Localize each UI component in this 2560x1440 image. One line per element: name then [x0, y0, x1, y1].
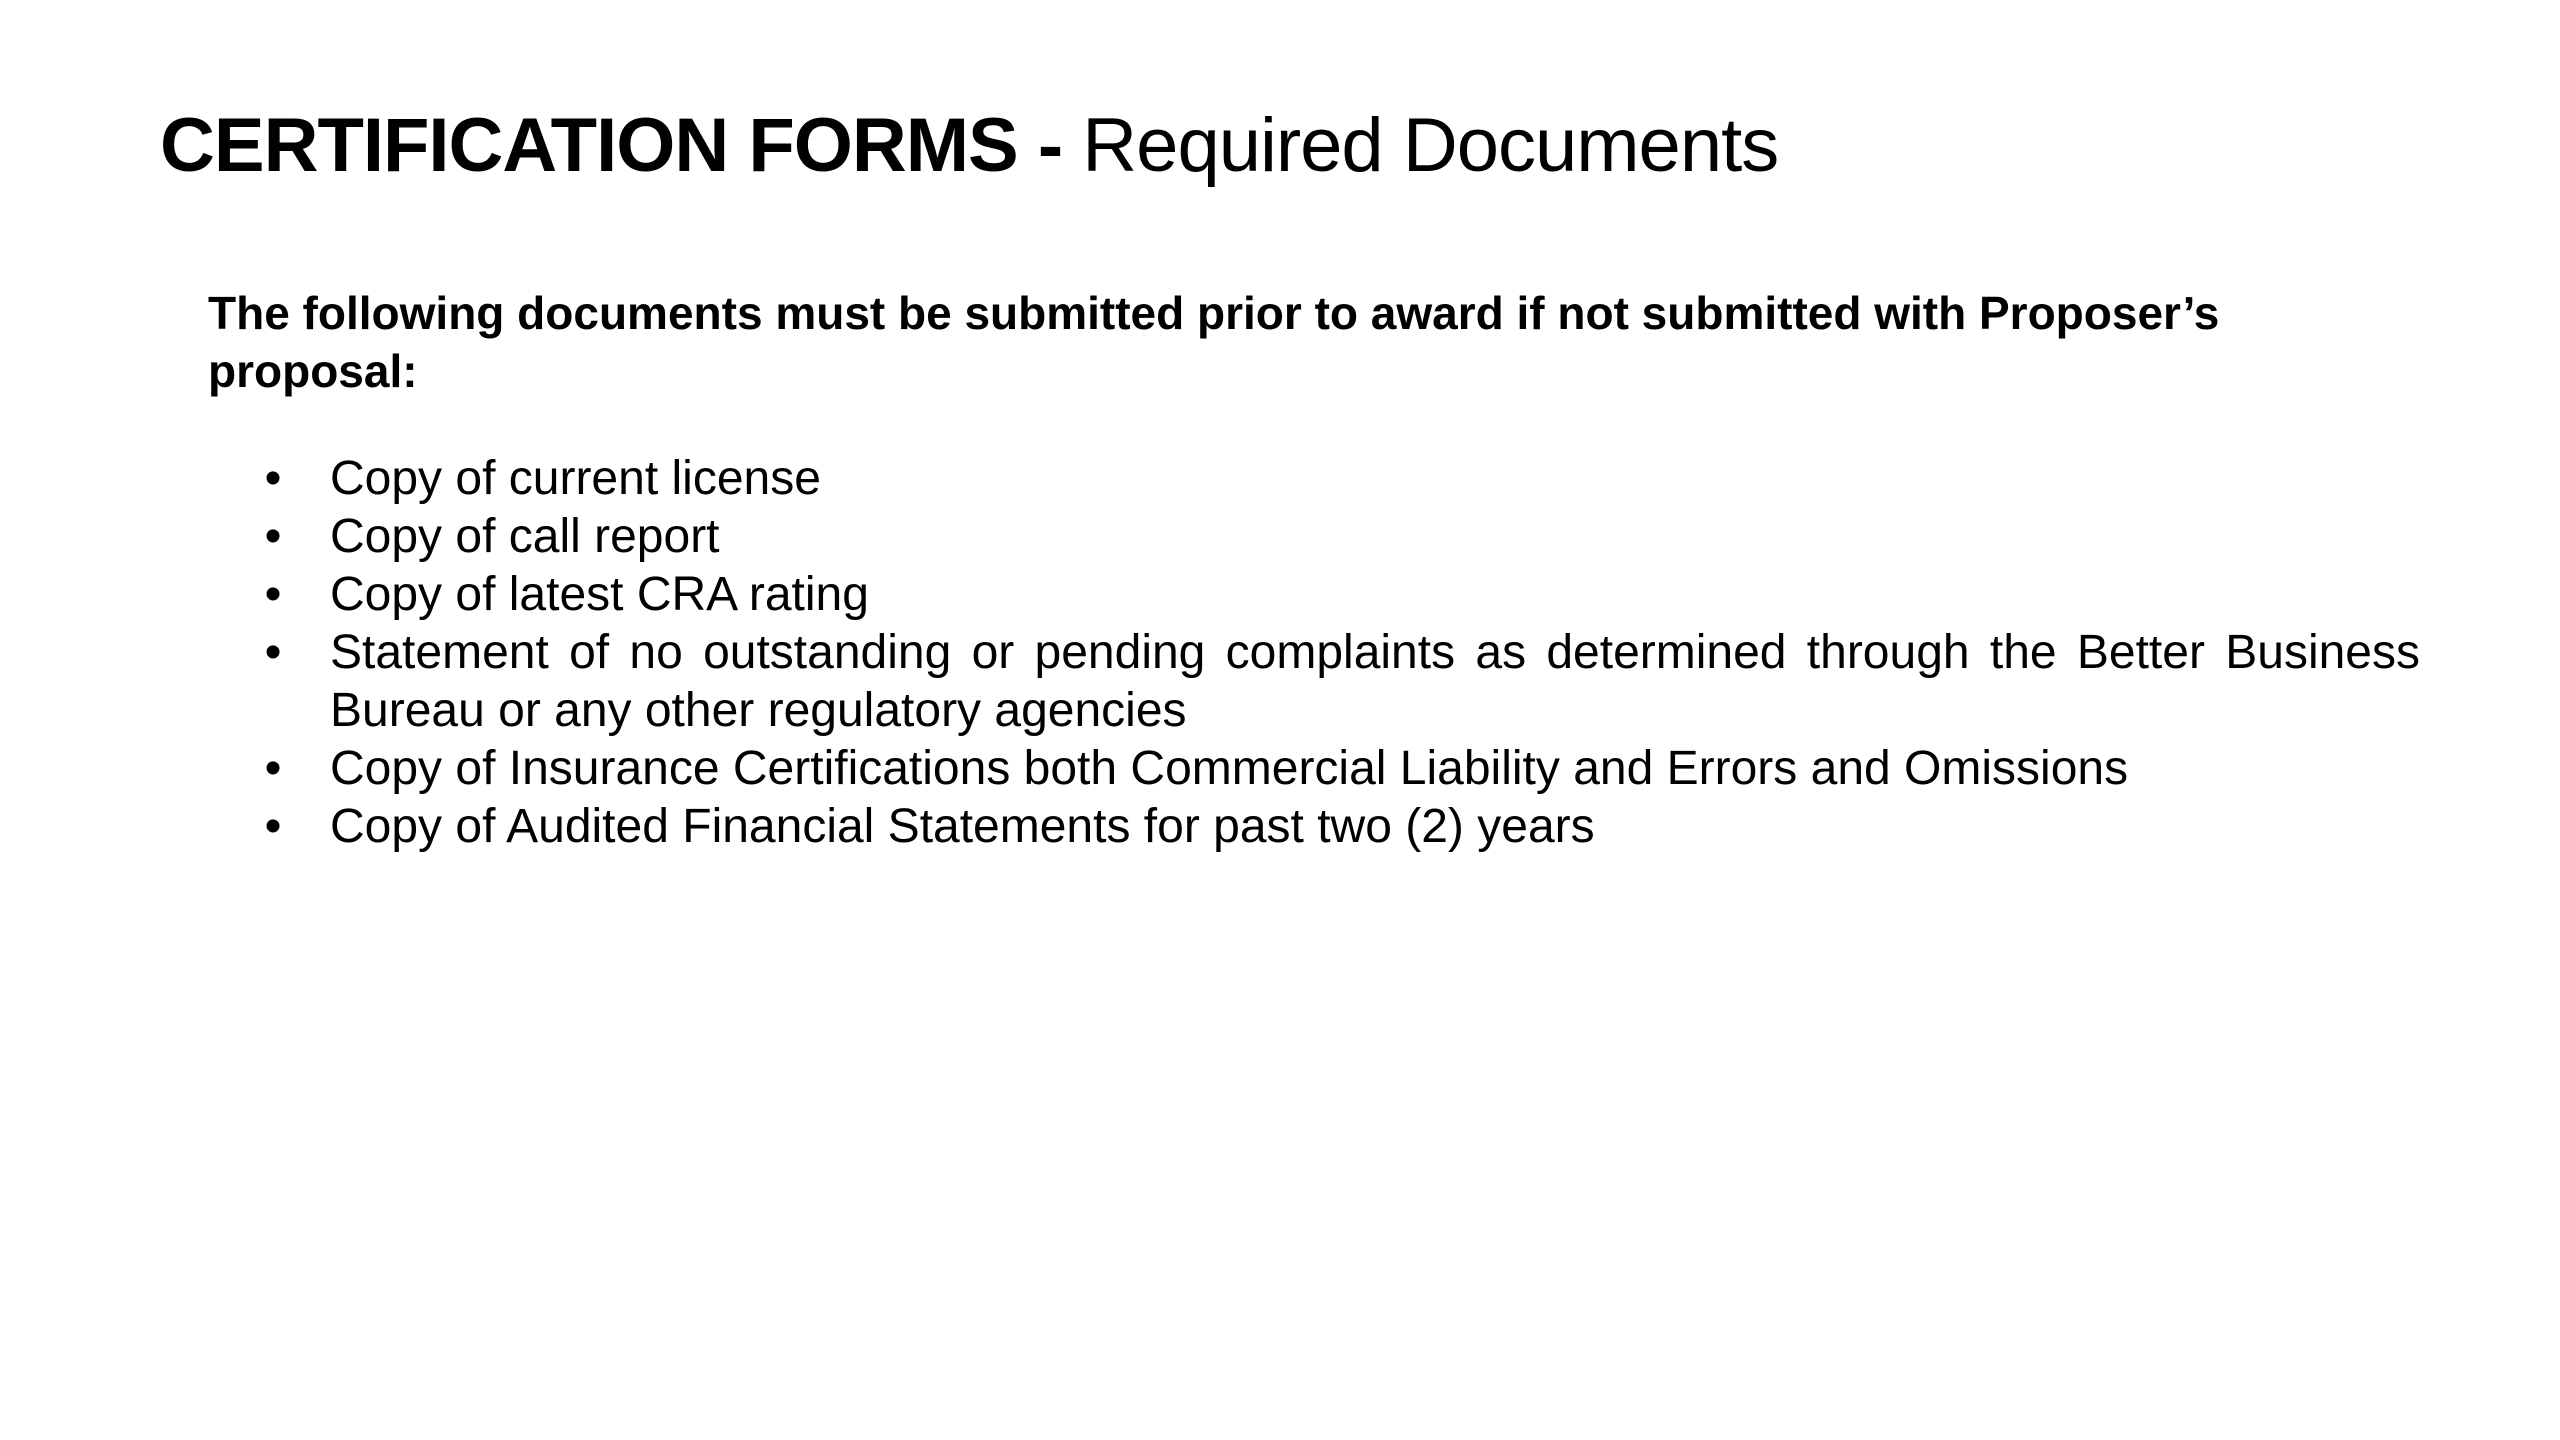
list-item-text: Copy of call report [330, 510, 720, 563]
slide-title-bold: CERTIFICATION FORMS - [160, 103, 1063, 188]
list-item-text: Copy of current license [330, 452, 821, 505]
bullet-icon: • [264, 568, 282, 621]
bullet-icon: • [264, 742, 282, 795]
intro-text: The following documents must be submitted prior to award if not submitted with Proposer’s proposal: [208, 287, 2220, 397]
slide-title [160, 92, 1778, 200]
list-item [208, 566, 2420, 624]
bullet-icon: • [264, 626, 282, 679]
bullet-icon: • [264, 800, 282, 853]
list-item [208, 450, 2420, 508]
bullet-icon: • [264, 452, 282, 505]
list-item [208, 740, 2420, 798]
list-item-text: Copy of Audited Financial Statements for past two (2) years [330, 800, 1595, 853]
list-item-text: Statement of no outstanding or pending complaints as determined through the Better Business Bureau or any other regulatory agencies [330, 626, 2420, 737]
list-item [208, 798, 2420, 856]
required-documents-list [208, 450, 2420, 856]
list-item-text: Copy of Insurance Certifications both Commercial Liability and Errors and Omissions [330, 742, 2129, 795]
slide-title-regular: Required Documents [1062, 103, 1779, 188]
list-item-text: Copy of latest CRA rating [330, 568, 869, 621]
list-item [208, 508, 2420, 566]
list-item [208, 624, 2420, 740]
bullet-icon: • [264, 510, 282, 563]
